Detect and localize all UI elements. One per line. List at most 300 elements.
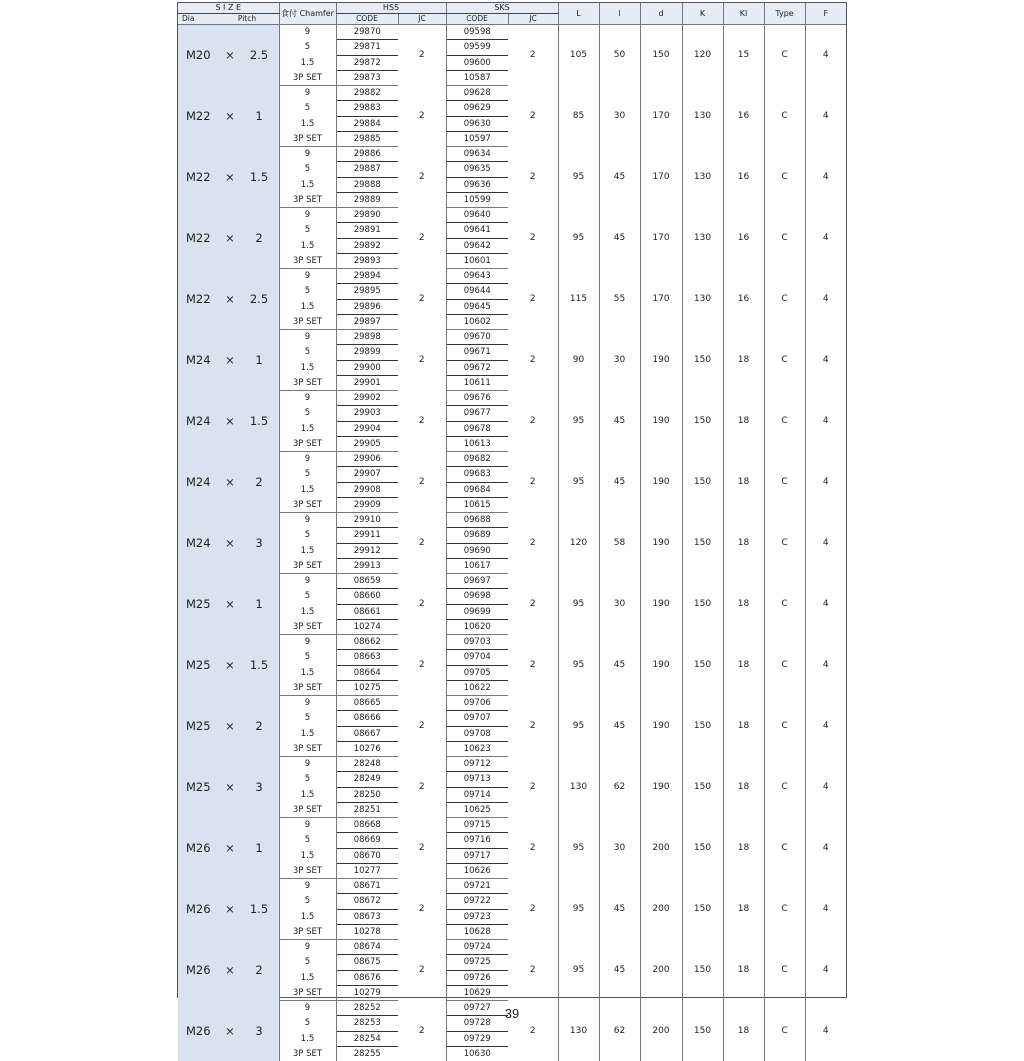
spec-k-cell: 150 [682,513,723,574]
spec-d-cell: 200 [640,818,682,879]
spec-l-cell: 45 [599,635,640,696]
spec-type-cell: C [764,391,805,452]
tap-spec-table [178,3,846,1061]
chamfer-cell: 9 [279,574,336,589]
hss-code-cell: 29897 [336,314,398,329]
sks-code-cell: 09598 [446,25,508,40]
spec-l-cell: 90 [558,330,599,391]
table-row [178,269,846,284]
sks-code-cell: 09676 [446,391,508,406]
chamfer-cell: 3P SET [279,619,336,634]
spec-kl-cell: 16 [723,147,764,208]
spec-kl-cell: 18 [723,940,764,1001]
hss-code-cell: 29884 [336,116,398,131]
sks-code-cell: 10597 [446,131,508,146]
size-pitch: 1.5 [244,658,274,672]
sks-code-cell: 10602 [446,314,508,329]
chamfer-cell: 5 [279,711,336,726]
spec-d-cell: 190 [640,574,682,635]
chamfer-cell: 3P SET [279,375,336,390]
sks-code-cell: 09703 [446,635,508,650]
chamfer-cell: 9 [279,635,336,650]
sks-code-cell: 09670 [446,330,508,345]
size-pitch: 1 [244,597,274,611]
spec-k-cell: 130 [682,269,723,330]
sks-code-cell: 09697 [446,574,508,589]
spec-f-cell: 4 [805,1001,846,1061]
table-row [178,25,846,40]
size-dia: M22 [186,170,216,184]
dia-header: Dia [178,14,222,24]
size-cell [178,513,279,574]
spec-kl-cell: 18 [723,452,764,513]
sks-code-cell: 10601 [446,253,508,268]
dia-pitch-header [178,14,279,25]
sks-code-cell: 09699 [446,604,508,619]
spec-k-cell: 150 [682,391,723,452]
size-pitch: 1.5 [244,170,274,184]
hss-code-cell: 08675 [336,955,398,970]
size-dia: M26 [186,963,216,977]
hss-code-cell: 08661 [336,604,398,619]
hss-code-cell: 10276 [336,741,398,756]
chamfer-cell: 5 [279,467,336,482]
table-row [178,574,846,589]
size-dia: M24 [186,475,216,489]
spec-d-cell: 170 [640,147,682,208]
sks-code-cell: 09641 [446,223,508,238]
spec-d-cell: 190 [640,391,682,452]
sks-jc-cell: 2 [508,940,558,1001]
spec-f-cell: 4 [805,818,846,879]
times-symbol: × [216,414,244,428]
sks-code-cell: 09714 [446,787,508,802]
table-row [178,940,846,955]
sks-code-cell: 09629 [446,101,508,116]
hss-jc-cell: 2 [398,1001,446,1061]
sks-code-cell: 10630 [446,1046,508,1061]
hss-code-cell: 08667 [336,726,398,741]
chamfer-cell: 1.5 [279,482,336,497]
chamfer-cell: 3P SET [279,802,336,817]
sks-code-cell: 09688 [446,513,508,528]
size-cell [178,452,279,513]
times-symbol: × [216,475,244,489]
hss-code-cell: 28253 [336,1016,398,1031]
spec-kl-cell: 18 [723,391,764,452]
spec-l-cell: 50 [599,25,640,86]
hss-code-cell: 29894 [336,269,398,284]
size-dia: M25 [186,597,216,611]
hss-code-cell: 29890 [336,208,398,223]
sks-code-cell: 09630 [446,116,508,131]
sks-code-cell: 09634 [446,147,508,162]
spec-f-cell: 4 [805,940,846,1001]
sks-code-cell: 09677 [446,406,508,421]
table-row [178,879,846,894]
hss-code-cell: 08671 [336,879,398,894]
hss-code-cell: 29901 [336,375,398,390]
sks-code-cell: 09705 [446,665,508,680]
sks-code-cell: 10623 [446,741,508,756]
spec-kl-cell: 18 [723,879,764,940]
size-dia: M22 [186,292,216,306]
sks-code-cell: 09704 [446,650,508,665]
spec-type-cell: C [764,208,805,269]
sks-code-cell: 09636 [446,177,508,192]
chamfer-cell: 5 [279,894,336,909]
chamfer-cell: 3P SET [279,741,336,756]
size-pitch: 2 [244,231,274,245]
spec-d-cell: 150 [640,25,682,86]
spec-d-cell: 170 [640,269,682,330]
hss-jc-cell: 2 [398,574,446,635]
chamfer-cell: 9 [279,25,336,40]
spec-type-cell: C [764,147,805,208]
hss-jc-cell: 2 [398,696,446,757]
hss-code-cell: 28254 [336,1031,398,1046]
table-row [178,757,846,772]
times-symbol: × [216,292,244,306]
spec-l-cell: 95 [558,208,599,269]
sks-code-cell: 09728 [446,1016,508,1031]
hss-code-cell: 29902 [336,391,398,406]
size-pitch: 1 [244,841,274,855]
spec-d-cell: 190 [640,452,682,513]
hss-code-cell: 08669 [336,833,398,848]
spec-l-cell: 95 [558,818,599,879]
hss-code-cell: 29888 [336,177,398,192]
spec-l-cell: 62 [599,1001,640,1061]
hss-code-cell: 08674 [336,940,398,955]
sks-code-cell: 09712 [446,757,508,772]
hss-code-cell: 08663 [336,650,398,665]
hss-jc-cell: 2 [398,635,446,696]
hss-code-cell: 29907 [336,467,398,482]
sks-code-cell: 10628 [446,924,508,939]
spec-type-cell: C [764,25,805,86]
L-header: L [558,3,599,25]
size-dia: M26 [186,902,216,916]
size-cell [178,391,279,452]
spec-kl-cell: 16 [723,208,764,269]
hss-code-cell: 28250 [336,787,398,802]
chamfer-cell: 1.5 [279,726,336,741]
spec-kl-cell: 18 [723,1001,764,1061]
spec-k-cell: 150 [682,330,723,391]
hss-code-cell: 10275 [336,680,398,695]
hss-code-cell: 08676 [336,970,398,985]
chamfer-cell: 9 [279,330,336,345]
times-symbol: × [216,780,244,794]
sks-code-cell: 09635 [446,162,508,177]
sks-code-cell: 09727 [446,1001,508,1016]
spec-l-cell: 45 [599,208,640,269]
size-header: S I Z E [178,3,279,14]
chamfer-cell: 3P SET [279,253,336,268]
sks-code-cell: 09628 [446,86,508,101]
sks-jc-cell: 2 [508,452,558,513]
hss-code-cell: 29872 [336,55,398,70]
spec-k-cell: 150 [682,757,723,818]
sks-jc-cell: 2 [508,574,558,635]
size-cell [178,269,279,330]
spec-l-cell: 130 [558,757,599,818]
spec-k-cell: 150 [682,574,723,635]
type-header: Type [764,3,805,25]
spec-d-cell: 190 [640,635,682,696]
hss-code-cell: 08672 [336,894,398,909]
sks-code-cell: 09707 [446,711,508,726]
chamfer-cell: 5 [279,772,336,787]
hss-code-cell: 29912 [336,543,398,558]
size-dia: M20 [186,48,216,62]
times-symbol: × [216,170,244,184]
chamfer-cell: 3P SET [279,1046,336,1061]
spec-type-cell: C [764,757,805,818]
size-cell [178,574,279,635]
chamfer-cell: 5 [279,589,336,604]
spec-l-cell: 95 [558,879,599,940]
spec-d-cell: 190 [640,330,682,391]
spec-k-cell: 150 [682,940,723,1001]
spec-l-cell: 45 [599,452,640,513]
sks-code-cell: 09715 [446,818,508,833]
chamfer-cell: 3P SET [279,70,336,85]
page-number: 39 [0,1006,1024,1021]
hss-jc-cell: 2 [398,818,446,879]
sks-jc-cell: 2 [508,208,558,269]
size-pitch: 3 [244,780,274,794]
hss-code-cell: 29873 [336,70,398,85]
sks-jc-cell: 2 [508,330,558,391]
hss-code-cell: 29899 [336,345,398,360]
spec-l-cell: 55 [599,269,640,330]
hss-code-cell: 29906 [336,452,398,467]
sks-code-cell: 09726 [446,970,508,985]
spec-type-cell: C [764,269,805,330]
spec-kl-cell: 18 [723,757,764,818]
sks-jc-cell: 2 [508,86,558,147]
spec-l-cell: 45 [599,879,640,940]
hss-code-cell: 29905 [336,436,398,451]
spec-l-cell: 45 [599,147,640,208]
table-row [178,208,846,223]
sks-code-cell: 09684 [446,482,508,497]
sks-code-cell: 09644 [446,284,508,299]
hss-jc-cell: 2 [398,330,446,391]
spec-k-cell: 130 [682,86,723,147]
hss-code-cell: 08668 [336,818,398,833]
chamfer-cell: 1.5 [279,909,336,924]
size-dia: M22 [186,231,216,245]
times-symbol: × [216,719,244,733]
hss-jc-cell: 2 [398,208,446,269]
size-pitch: 2.5 [244,48,274,62]
chamfer-cell: 5 [279,101,336,116]
header-row-top [178,3,846,14]
spec-k-cell: 150 [682,818,723,879]
spec-type-cell: C [764,818,805,879]
hss-code-cell: 29887 [336,162,398,177]
sks-code-cell: 10620 [446,619,508,634]
sks-code-cell: 09600 [446,55,508,70]
hss-code-cell: 29896 [336,299,398,314]
spec-f-cell: 4 [805,452,846,513]
hss-code-cell: 29909 [336,497,398,512]
spec-k-cell: 130 [682,147,723,208]
K-header: K [682,3,723,25]
spec-type-cell: C [764,635,805,696]
spec-k-cell: 150 [682,879,723,940]
hss-code-cell: 08670 [336,848,398,863]
spec-kl-cell: 15 [723,25,764,86]
sks-code-cell: 09698 [446,589,508,604]
spec-kl-cell: 18 [723,330,764,391]
sks-code-cell: 09640 [446,208,508,223]
spec-kl-cell: 16 [723,86,764,147]
chamfer-cell: 5 [279,528,336,543]
sks-code-cell: 09642 [446,238,508,253]
hss-code-cell: 29892 [336,238,398,253]
spec-d-cell: 190 [640,513,682,574]
sks-jc-cell: 2 [508,513,558,574]
F-header: F [805,3,846,25]
spec-l-cell: 45 [599,940,640,1001]
chamfer-cell: 1.5 [279,299,336,314]
sks-code-cell: 09724 [446,940,508,955]
sks-code-cell: 09672 [446,360,508,375]
hss-code-cell: 29870 [336,25,398,40]
spec-l-cell: 120 [558,513,599,574]
times-symbol: × [216,841,244,855]
hss-code-cell: 29898 [336,330,398,345]
spec-l-cell: 130 [558,1001,599,1061]
sks-code-cell: 09725 [446,955,508,970]
spec-l-cell: 95 [558,574,599,635]
chamfer-cell: 5 [279,650,336,665]
spec-l-cell: 45 [599,391,640,452]
sks-code-cell: 09682 [446,452,508,467]
hss-jc-cell: 2 [398,513,446,574]
chamfer-cell: 5 [279,955,336,970]
sks-jc-cell: 2 [508,818,558,879]
chamfer-cell: 3P SET [279,680,336,695]
hss-code-cell: 29903 [336,406,398,421]
chamfer-header: 食付 Chamfer [279,3,336,25]
spec-type-cell: C [764,696,805,757]
table-row [178,818,846,833]
spec-l-cell: 95 [558,147,599,208]
spec-l-cell: 30 [599,330,640,391]
spec-f-cell: 4 [805,147,846,208]
hss-code-cell: 28249 [336,772,398,787]
size-dia: M24 [186,353,216,367]
hss-code-cell: 08664 [336,665,398,680]
spec-type-cell: C [764,86,805,147]
size-pitch: 3 [244,1024,274,1038]
spec-type-cell: C [764,940,805,1001]
table-body [178,25,846,1061]
hss-code-cell: 29893 [336,253,398,268]
spec-k-cell: 120 [682,25,723,86]
chamfer-cell: 3P SET [279,863,336,878]
chamfer-cell: 1.5 [279,970,336,985]
table-row [178,635,846,650]
spec-f-cell: 4 [805,208,846,269]
sks-code-cell: 10615 [446,497,508,512]
times-symbol: × [216,902,244,916]
spec-f-cell: 4 [805,391,846,452]
hss-code-cell: 29900 [336,360,398,375]
hss-code-cell: 10277 [336,863,398,878]
spec-table-sheet [177,2,847,998]
chamfer-cell: 1.5 [279,604,336,619]
chamfer-cell: 1.5 [279,421,336,436]
spec-l-cell: 85 [558,86,599,147]
sks-jc-cell: 2 [508,147,558,208]
chamfer-cell: 1.5 [279,360,336,375]
sks-code-cell: 10626 [446,863,508,878]
spec-kl-cell: 18 [723,513,764,574]
spec-f-cell: 4 [805,574,846,635]
times-symbol: × [216,1024,244,1038]
chamfer-cell: 9 [279,208,336,223]
chamfer-cell: 3P SET [279,436,336,451]
chamfer-cell: 1.5 [279,1031,336,1046]
sks-code-cell: 09678 [446,421,508,436]
sks-code-cell: 09708 [446,726,508,741]
hss-code-cell: 29882 [336,86,398,101]
size-cell [178,696,279,757]
Kl-header: Kl [723,3,764,25]
chamfer-cell: 3P SET [279,497,336,512]
spec-l-cell: 95 [558,635,599,696]
spec-type-cell: C [764,513,805,574]
chamfer-cell: 9 [279,513,336,528]
hss-code-cell: 10274 [336,619,398,634]
size-cell [178,208,279,269]
sks-code-cell: 09722 [446,894,508,909]
table-row [178,513,846,528]
chamfer-cell: 1.5 [279,787,336,802]
hss-code-cell: 29895 [336,284,398,299]
chamfer-cell: 9 [279,696,336,711]
spec-kl-cell: 18 [723,818,764,879]
times-symbol: × [216,231,244,245]
sks-code-cell: 09723 [446,909,508,924]
sks-code-cell: 09689 [446,528,508,543]
hss-code-cell: 29886 [336,147,398,162]
hss-header: HSS [336,3,446,14]
hss-jc-cell: 2 [398,25,446,86]
hss-code-cell: 28255 [336,1046,398,1061]
hss-jc-cell: 2 [398,452,446,513]
spec-k-cell: 150 [682,452,723,513]
size-pitch: 2 [244,963,274,977]
hss-code-cell: 08662 [336,635,398,650]
sks-code-cell: 09713 [446,772,508,787]
spec-d-cell: 170 [640,208,682,269]
sks-code-cell: 09716 [446,833,508,848]
hss-code-header: CODE [336,14,398,25]
chamfer-cell: 1.5 [279,238,336,253]
hss-code-cell: 29913 [336,558,398,573]
spec-k-cell: 150 [682,696,723,757]
hss-code-cell: 29871 [336,40,398,55]
size-pitch: 2.5 [244,292,274,306]
spec-l-cell: 95 [558,391,599,452]
